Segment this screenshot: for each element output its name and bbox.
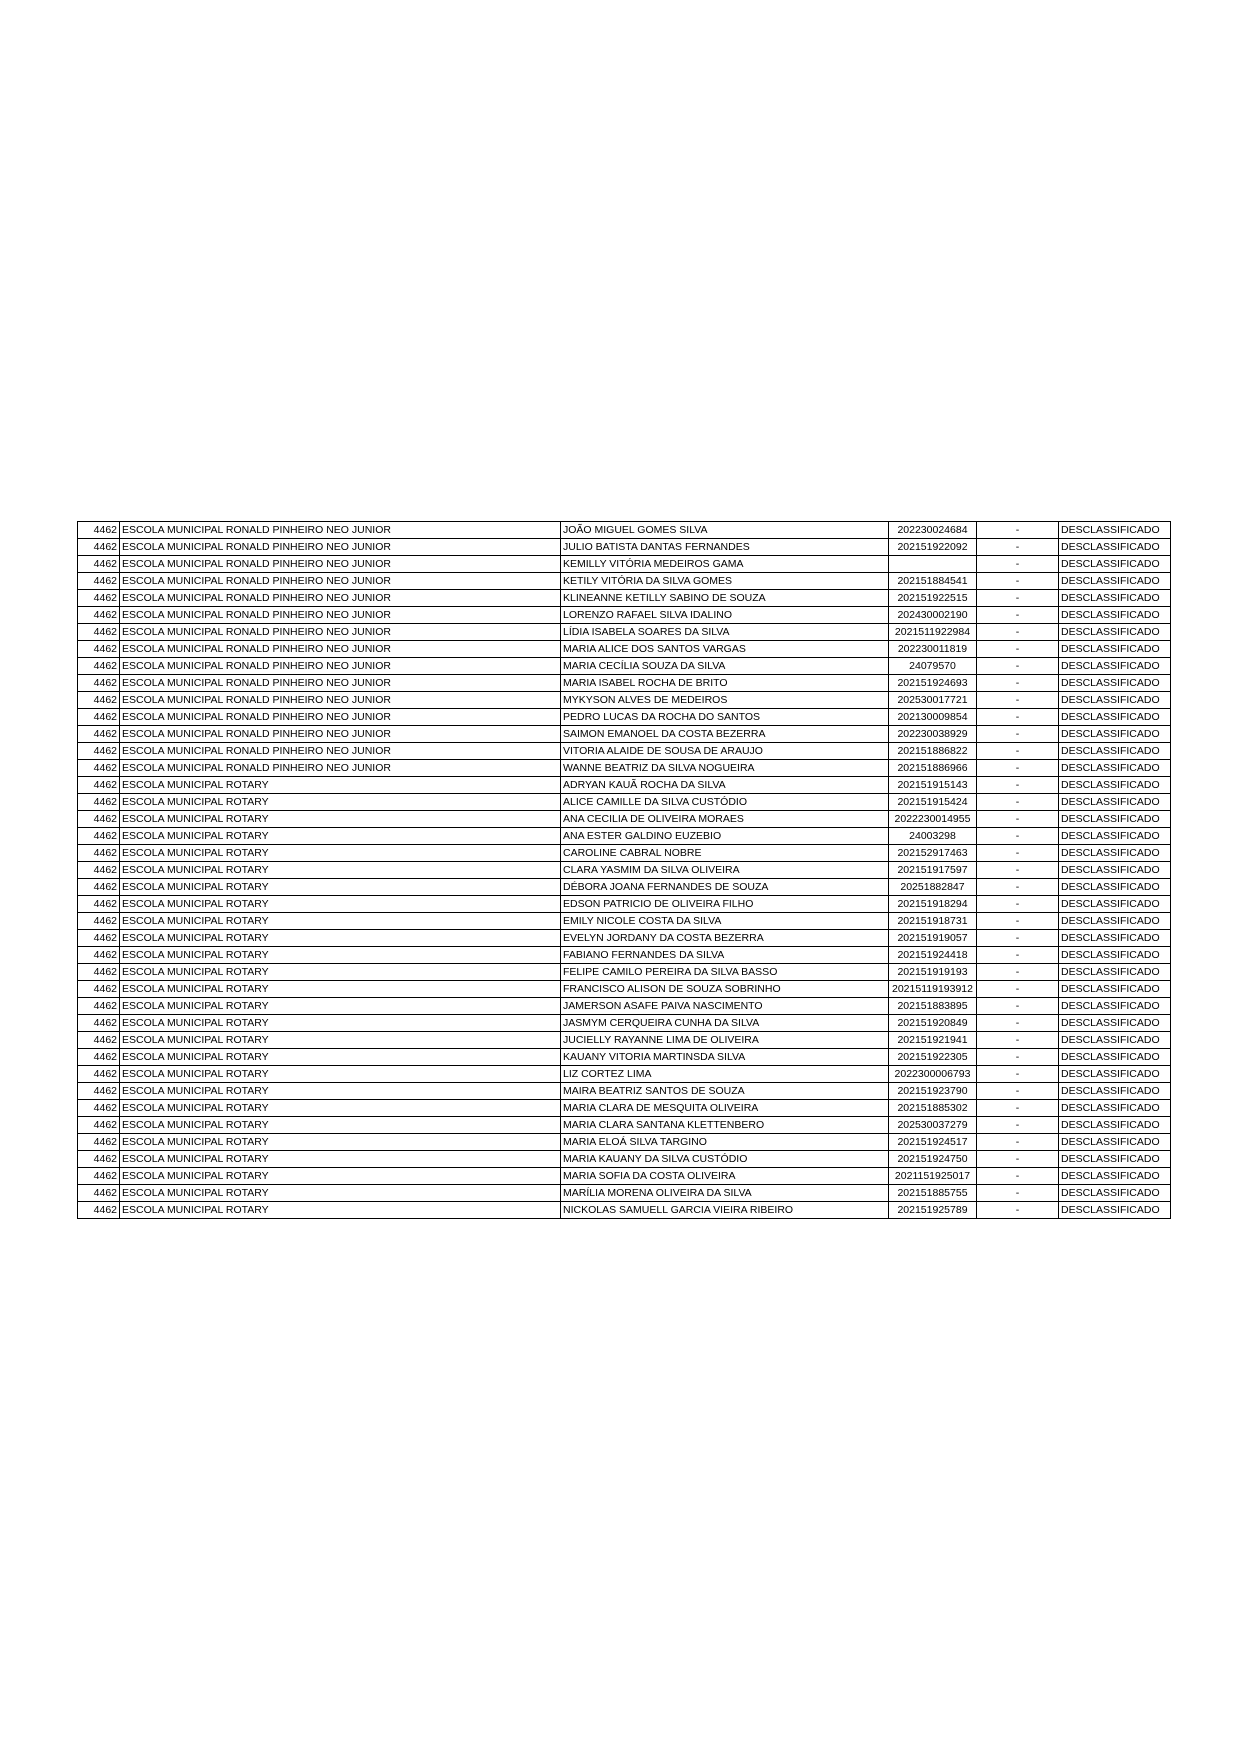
score-cell: - — [977, 981, 1059, 998]
score-cell: - — [977, 811, 1059, 828]
school-name-cell: ESCOLA MUNICIPAL ROTARY — [120, 913, 561, 930]
status-cell: DESCLASSIFICADO — [1059, 1066, 1171, 1083]
registration-id-cell: 202151915424 — [889, 794, 977, 811]
score-cell: - — [977, 1134, 1059, 1151]
school-code-cell: 4462 — [78, 964, 120, 981]
school-name-cell: ESCOLA MUNICIPAL RONALD PINHEIRO NEO JUNIOR — [120, 641, 561, 658]
school-code-cell: 4462 — [78, 896, 120, 913]
school-code-cell: 4462 — [78, 624, 120, 641]
student-name-cell: KETILY VITÓRIA DA SILVA GOMES — [561, 573, 889, 590]
registration-id-cell: 202151921941 — [889, 1032, 977, 1049]
student-name-cell: MARIA CLARA SANTANA KLETTENBERO — [561, 1117, 889, 1134]
status-cell: DESCLASSIFICADO — [1059, 1100, 1171, 1117]
school-name-cell: ESCOLA MUNICIPAL ROTARY — [120, 1168, 561, 1185]
student-name-cell: EVELYN JORDANY DA COSTA BEZERRA — [561, 930, 889, 947]
school-name-cell: ESCOLA MUNICIPAL RONALD PINHEIRO NEO JUNIOR — [120, 556, 561, 573]
score-cell: - — [977, 675, 1059, 692]
student-name-cell: WANNE BEATRIZ DA SILVA NOGUEIRA — [561, 760, 889, 777]
score-cell: - — [977, 607, 1059, 624]
status-cell: DESCLASSIFICADO — [1059, 709, 1171, 726]
status-cell: DESCLASSIFICADO — [1059, 539, 1171, 556]
student-name-cell: JOÃO MIGUEL GOMES SILVA — [561, 522, 889, 539]
school-code-cell: 4462 — [78, 743, 120, 760]
table-row — [78, 998, 1171, 1015]
registration-id-cell: 202151883895 — [889, 998, 977, 1015]
school-code-cell: 4462 — [78, 998, 120, 1015]
student-name-cell: CLARA YASMIM DA SILVA OLIVEIRA — [561, 862, 889, 879]
table-row — [78, 1049, 1171, 1066]
school-name-cell: ESCOLA MUNICIPAL RONALD PINHEIRO NEO JUNIOR — [120, 709, 561, 726]
registration-id-cell: 202151922515 — [889, 590, 977, 607]
registration-id-cell: 202151924693 — [889, 675, 977, 692]
school-code-cell: 4462 — [78, 522, 120, 539]
school-code-cell: 4462 — [78, 556, 120, 573]
table-row — [78, 1134, 1171, 1151]
school-name-cell: ESCOLA MUNICIPAL ROTARY — [120, 998, 561, 1015]
registration-id-cell: 2022230014955 — [889, 811, 977, 828]
status-cell: DESCLASSIFICADO — [1059, 1083, 1171, 1100]
score-cell: - — [977, 624, 1059, 641]
registration-id-cell: 202151923790 — [889, 1083, 977, 1100]
school-code-cell: 4462 — [78, 947, 120, 964]
registration-id-cell: 202530017721 — [889, 692, 977, 709]
table-row — [78, 1168, 1171, 1185]
status-cell: DESCLASSIFICADO — [1059, 624, 1171, 641]
table-row — [78, 930, 1171, 947]
school-code-cell: 4462 — [78, 777, 120, 794]
score-cell: - — [977, 556, 1059, 573]
score-cell: - — [977, 1049, 1059, 1066]
score-cell: - — [977, 641, 1059, 658]
score-cell: - — [977, 998, 1059, 1015]
school-name-cell: ESCOLA MUNICIPAL RONALD PINHEIRO NEO JUNIOR — [120, 590, 561, 607]
student-name-cell: KLINEANNE KETILLY SABINO DE SOUZA — [561, 590, 889, 607]
student-name-cell: CAROLINE CABRAL NOBRE — [561, 845, 889, 862]
table-row — [78, 675, 1171, 692]
school-name-cell: ESCOLA MUNICIPAL ROTARY — [120, 1066, 561, 1083]
status-cell: DESCLASSIFICADO — [1059, 862, 1171, 879]
registration-id-cell — [889, 556, 977, 573]
table-row — [78, 947, 1171, 964]
table-row — [78, 1202, 1171, 1219]
table-row — [78, 607, 1171, 624]
score-cell: - — [977, 1185, 1059, 1202]
registration-id-cell: 202430002190 — [889, 607, 977, 624]
score-cell: - — [977, 777, 1059, 794]
registration-id-cell: 202230024684 — [889, 522, 977, 539]
school-name-cell: ESCOLA MUNICIPAL RONALD PINHEIRO NEO JUNIOR — [120, 573, 561, 590]
school-code-cell: 4462 — [78, 590, 120, 607]
student-name-cell: MARIA ISABEL ROCHA DE BRITO — [561, 675, 889, 692]
registration-id-cell: 2022300006793 — [889, 1066, 977, 1083]
registration-id-cell: 202151922092 — [889, 539, 977, 556]
score-cell: - — [977, 947, 1059, 964]
school-code-cell: 4462 — [78, 811, 120, 828]
table-row — [78, 556, 1171, 573]
status-cell: DESCLASSIFICADO — [1059, 760, 1171, 777]
school-name-cell: ESCOLA MUNICIPAL ROTARY — [120, 828, 561, 845]
school-code-cell: 4462 — [78, 692, 120, 709]
table-row — [78, 828, 1171, 845]
score-cell: - — [977, 845, 1059, 862]
table-row — [78, 726, 1171, 743]
school-name-cell: ESCOLA MUNICIPAL RONALD PINHEIRO NEO JUNIOR — [120, 522, 561, 539]
table-row — [78, 981, 1171, 998]
registration-id-cell: 202152917463 — [889, 845, 977, 862]
status-cell: DESCLASSIFICADO — [1059, 1117, 1171, 1134]
score-cell: - — [977, 539, 1059, 556]
registration-id-cell: 202151918731 — [889, 913, 977, 930]
school-code-cell: 4462 — [78, 862, 120, 879]
school-name-cell: ESCOLA MUNICIPAL ROTARY — [120, 1032, 561, 1049]
status-cell: DESCLASSIFICADO — [1059, 777, 1171, 794]
school-code-cell: 4462 — [78, 794, 120, 811]
school-code-cell: 4462 — [78, 1117, 120, 1134]
table-row — [78, 896, 1171, 913]
school-name-cell: ESCOLA MUNICIPAL RONALD PINHEIRO NEO JUNIOR — [120, 760, 561, 777]
school-name-cell: ESCOLA MUNICIPAL ROTARY — [120, 1151, 561, 1168]
student-name-cell: LÍDIA ISABELA SOARES DA SILVA — [561, 624, 889, 641]
registration-id-cell: 24079570 — [889, 658, 977, 675]
student-name-cell: EMILY NICOLE COSTA DA SILVA — [561, 913, 889, 930]
school-name-cell: ESCOLA MUNICIPAL ROTARY — [120, 1100, 561, 1117]
registration-id-cell: 202151924418 — [889, 947, 977, 964]
table-row — [78, 539, 1171, 556]
status-cell: DESCLASSIFICADO — [1059, 998, 1171, 1015]
table-row — [78, 641, 1171, 658]
table-row — [78, 845, 1171, 862]
school-code-cell: 4462 — [78, 1151, 120, 1168]
table-row — [78, 692, 1171, 709]
registration-id-cell: 20215119193912 — [889, 981, 977, 998]
table-row — [78, 879, 1171, 896]
status-cell: DESCLASSIFICADO — [1059, 828, 1171, 845]
score-cell: - — [977, 743, 1059, 760]
school-name-cell: ESCOLA MUNICIPAL ROTARY — [120, 794, 561, 811]
student-name-cell: MYKYSON ALVES DE MEDEIROS — [561, 692, 889, 709]
score-cell: - — [977, 522, 1059, 539]
table-row — [78, 760, 1171, 777]
score-cell: - — [977, 828, 1059, 845]
score-cell: - — [977, 794, 1059, 811]
registration-id-cell: 2021151925017 — [889, 1168, 977, 1185]
registration-id-cell: 24003298 — [889, 828, 977, 845]
status-cell: DESCLASSIFICADO — [1059, 726, 1171, 743]
school-code-cell: 4462 — [78, 828, 120, 845]
school-name-cell: ESCOLA MUNICIPAL RONALD PINHEIRO NEO JUNIOR — [120, 675, 561, 692]
status-cell: DESCLASSIFICADO — [1059, 947, 1171, 964]
table-row — [78, 1100, 1171, 1117]
table-row — [78, 862, 1171, 879]
registration-id-cell: 2021511922984 — [889, 624, 977, 641]
registration-id-cell: 202230011819 — [889, 641, 977, 658]
score-cell: - — [977, 709, 1059, 726]
table-row — [78, 1083, 1171, 1100]
table-row — [78, 522, 1171, 539]
school-name-cell: ESCOLA MUNICIPAL ROTARY — [120, 964, 561, 981]
school-name-cell: ESCOLA MUNICIPAL RONALD PINHEIRO NEO JUNIOR — [120, 607, 561, 624]
table-row — [78, 1066, 1171, 1083]
student-name-cell: LIZ CORTEZ LIMA — [561, 1066, 889, 1083]
school-name-cell: ESCOLA MUNICIPAL ROTARY — [120, 1117, 561, 1134]
status-cell: DESCLASSIFICADO — [1059, 1185, 1171, 1202]
registration-id-cell: 202151915143 — [889, 777, 977, 794]
student-name-cell: KAUANY VITORIA MARTINSDA SILVA — [561, 1049, 889, 1066]
student-name-cell: MARIA ELOÁ SILVA TARGINO — [561, 1134, 889, 1151]
status-cell: DESCLASSIFICADO — [1059, 573, 1171, 590]
school-code-cell: 4462 — [78, 930, 120, 947]
registration-id-cell: 202151924750 — [889, 1151, 977, 1168]
school-name-cell: ESCOLA MUNICIPAL ROTARY — [120, 862, 561, 879]
school-name-cell: ESCOLA MUNICIPAL ROTARY — [120, 947, 561, 964]
registration-id-cell: 202151922305 — [889, 1049, 977, 1066]
status-cell: DESCLASSIFICADO — [1059, 1134, 1171, 1151]
student-name-cell: JUCIELLY RAYANNE LIMA DE OLIVEIRA — [561, 1032, 889, 1049]
student-name-cell: NICKOLAS SAMUELL GARCIA VIEIRA RIBEIRO — [561, 1202, 889, 1219]
table-row — [78, 1185, 1171, 1202]
score-cell: - — [977, 862, 1059, 879]
student-name-cell: SAIMON EMANOEL DA COSTA BEZERRA — [561, 726, 889, 743]
student-name-cell: EDSON PATRICIO DE OLIVEIRA FILHO — [561, 896, 889, 913]
student-name-cell: FABIANO FERNANDES DA SILVA — [561, 947, 889, 964]
school-code-cell: 4462 — [78, 845, 120, 862]
table-row — [78, 624, 1171, 641]
school-code-cell: 4462 — [78, 1083, 120, 1100]
status-cell: DESCLASSIFICADO — [1059, 1202, 1171, 1219]
school-name-cell: ESCOLA MUNICIPAL ROTARY — [120, 879, 561, 896]
registration-id-cell: 202151919193 — [889, 964, 977, 981]
school-code-cell: 4462 — [78, 607, 120, 624]
school-code-cell: 4462 — [78, 760, 120, 777]
school-name-cell: ESCOLA MUNICIPAL ROTARY — [120, 1083, 561, 1100]
registration-id-cell: 202151886966 — [889, 760, 977, 777]
registration-id-cell: 202151920849 — [889, 1015, 977, 1032]
results-table — [77, 521, 1171, 1219]
school-code-cell: 4462 — [78, 1066, 120, 1083]
status-cell: DESCLASSIFICADO — [1059, 1168, 1171, 1185]
school-name-cell: ESCOLA MUNICIPAL ROTARY — [120, 1185, 561, 1202]
school-name-cell: ESCOLA MUNICIPAL ROTARY — [120, 1134, 561, 1151]
results-table-body — [78, 522, 1171, 1219]
score-cell: - — [977, 760, 1059, 777]
school-name-cell: ESCOLA MUNICIPAL ROTARY — [120, 777, 561, 794]
student-name-cell: MARIA KAUANY DA SILVA CUSTÓDIO — [561, 1151, 889, 1168]
score-cell: - — [977, 1100, 1059, 1117]
student-name-cell: FELIPE CAMILO PEREIRA DA SILVA BASSO — [561, 964, 889, 981]
status-cell: DESCLASSIFICADO — [1059, 1151, 1171, 1168]
school-code-cell: 4462 — [78, 981, 120, 998]
school-code-cell: 4462 — [78, 1202, 120, 1219]
student-name-cell: ALICE CAMILLE DA SILVA CUSTÓDIO — [561, 794, 889, 811]
student-name-cell: JASMYM CERQUEIRA CUNHA DA SILVA — [561, 1015, 889, 1032]
school-name-cell: ESCOLA MUNICIPAL ROTARY — [120, 930, 561, 947]
status-cell: DESCLASSIFICADO — [1059, 522, 1171, 539]
student-name-cell: ANA CECILIA DE OLIVEIRA MORAES — [561, 811, 889, 828]
table-row — [78, 964, 1171, 981]
school-code-cell: 4462 — [78, 658, 120, 675]
school-code-cell: 4462 — [78, 1185, 120, 1202]
table-row — [78, 709, 1171, 726]
score-cell: - — [977, 573, 1059, 590]
registration-id-cell: 202130009854 — [889, 709, 977, 726]
score-cell: - — [977, 1168, 1059, 1185]
registration-id-cell: 202151884541 — [889, 573, 977, 590]
school-code-cell: 4462 — [78, 675, 120, 692]
score-cell: - — [977, 1202, 1059, 1219]
registration-id-cell: 202151924517 — [889, 1134, 977, 1151]
status-cell: DESCLASSIFICADO — [1059, 675, 1171, 692]
school-code-cell: 4462 — [78, 709, 120, 726]
status-cell: DESCLASSIFICADO — [1059, 964, 1171, 981]
school-name-cell: ESCOLA MUNICIPAL ROTARY — [120, 845, 561, 862]
student-name-cell: LORENZO RAFAEL SILVA IDALINO — [561, 607, 889, 624]
student-name-cell: MAIRA BEATRIZ SANTOS DE SOUZA — [561, 1083, 889, 1100]
status-cell: DESCLASSIFICADO — [1059, 930, 1171, 947]
status-cell: DESCLASSIFICADO — [1059, 1015, 1171, 1032]
registration-id-cell: 202151885302 — [889, 1100, 977, 1117]
school-name-cell: ESCOLA MUNICIPAL RONALD PINHEIRO NEO JUNIOR — [120, 658, 561, 675]
student-name-cell: MARÍLIA MORENA OLIVEIRA DA SILVA — [561, 1185, 889, 1202]
school-name-cell: ESCOLA MUNICIPAL ROTARY — [120, 1202, 561, 1219]
status-cell: DESCLASSIFICADO — [1059, 658, 1171, 675]
table-row — [78, 573, 1171, 590]
school-code-cell: 4462 — [78, 1032, 120, 1049]
status-cell: DESCLASSIFICADO — [1059, 743, 1171, 760]
student-name-cell: KEMILLY VITÓRIA MEDEIROS GAMA — [561, 556, 889, 573]
school-code-cell: 4462 — [78, 573, 120, 590]
table-row — [78, 1015, 1171, 1032]
score-cell: - — [977, 1015, 1059, 1032]
registration-id-cell: 202151886822 — [889, 743, 977, 760]
score-cell: - — [977, 1032, 1059, 1049]
registration-id-cell: 202530037279 — [889, 1117, 977, 1134]
school-code-cell: 4462 — [78, 1049, 120, 1066]
table-row — [78, 658, 1171, 675]
registration-id-cell: 202151917597 — [889, 862, 977, 879]
score-cell: - — [977, 930, 1059, 947]
score-cell: - — [977, 1066, 1059, 1083]
status-cell: DESCLASSIFICADO — [1059, 879, 1171, 896]
table-row — [78, 913, 1171, 930]
status-cell: DESCLASSIFICADO — [1059, 811, 1171, 828]
registration-id-cell: 202230038929 — [889, 726, 977, 743]
score-cell: - — [977, 896, 1059, 913]
status-cell: DESCLASSIFICADO — [1059, 1049, 1171, 1066]
school-code-cell: 4462 — [78, 641, 120, 658]
school-name-cell: ESCOLA MUNICIPAL ROTARY — [120, 811, 561, 828]
table-row — [78, 1117, 1171, 1134]
status-cell: DESCLASSIFICADO — [1059, 845, 1171, 862]
school-code-cell: 4462 — [78, 1100, 120, 1117]
school-name-cell: ESCOLA MUNICIPAL ROTARY — [120, 896, 561, 913]
status-cell: DESCLASSIFICADO — [1059, 794, 1171, 811]
student-name-cell: DÉBORA JOANA FERNANDES DE SOUZA — [561, 879, 889, 896]
school-name-cell: ESCOLA MUNICIPAL RONALD PINHEIRO NEO JUNIOR — [120, 539, 561, 556]
status-cell: DESCLASSIFICADO — [1059, 607, 1171, 624]
student-name-cell: JAMERSON ASAFE PAIVA NASCIMENTO — [561, 998, 889, 1015]
score-cell: - — [977, 590, 1059, 607]
school-name-cell: ESCOLA MUNICIPAL RONALD PINHEIRO NEO JUNIOR — [120, 624, 561, 641]
status-cell: DESCLASSIFICADO — [1059, 556, 1171, 573]
table-row — [78, 777, 1171, 794]
student-name-cell: VITORIA ALAIDE DE SOUSA DE ARAUJO — [561, 743, 889, 760]
school-code-cell: 4462 — [78, 726, 120, 743]
table-row — [78, 794, 1171, 811]
student-name-cell: MARIA CECÍLIA SOUZA DA SILVA — [561, 658, 889, 675]
status-cell: DESCLASSIFICADO — [1059, 641, 1171, 658]
status-cell: DESCLASSIFICADO — [1059, 913, 1171, 930]
school-name-cell: ESCOLA MUNICIPAL RONALD PINHEIRO NEO JUNIOR — [120, 726, 561, 743]
score-cell: - — [977, 658, 1059, 675]
school-name-cell: ESCOLA MUNICIPAL ROTARY — [120, 1049, 561, 1066]
school-name-cell: ESCOLA MUNICIPAL ROTARY — [120, 981, 561, 998]
table-row — [78, 590, 1171, 607]
registration-id-cell: 202151925789 — [889, 1202, 977, 1219]
school-code-cell: 4462 — [78, 1134, 120, 1151]
student-name-cell: ADRYAN KAUÃ ROCHA DA SILVA — [561, 777, 889, 794]
status-cell: DESCLASSIFICADO — [1059, 1032, 1171, 1049]
registration-id-cell: 20251882847 — [889, 879, 977, 896]
school-code-cell: 4462 — [78, 539, 120, 556]
status-cell: DESCLASSIFICADO — [1059, 692, 1171, 709]
table-row — [78, 743, 1171, 760]
school-name-cell: ESCOLA MUNICIPAL RONALD PINHEIRO NEO JUNIOR — [120, 743, 561, 760]
score-cell: - — [977, 726, 1059, 743]
school-code-cell: 4462 — [78, 879, 120, 896]
student-name-cell: FRANCISCO ALISON DE SOUZA SOBRINHO — [561, 981, 889, 998]
school-code-cell: 4462 — [78, 913, 120, 930]
student-name-cell: MARIA CLARA DE MESQUITA OLIVEIRA — [561, 1100, 889, 1117]
score-cell: - — [977, 692, 1059, 709]
score-cell: - — [977, 964, 1059, 981]
status-cell: DESCLASSIFICADO — [1059, 590, 1171, 607]
student-name-cell: MARIA ALICE DOS SANTOS VARGAS — [561, 641, 889, 658]
school-code-cell: 4462 — [78, 1168, 120, 1185]
student-name-cell: ANA ESTER GALDINO EUZEBIO — [561, 828, 889, 845]
student-name-cell: JULIO BATISTA DANTAS FERNANDES — [561, 539, 889, 556]
school-name-cell: ESCOLA MUNICIPAL ROTARY — [120, 1015, 561, 1032]
registration-id-cell: 202151918294 — [889, 896, 977, 913]
registration-id-cell: 202151885755 — [889, 1185, 977, 1202]
registration-id-cell: 202151919057 — [889, 930, 977, 947]
student-name-cell: PEDRO LUCAS DA ROCHA DO SANTOS — [561, 709, 889, 726]
score-cell: - — [977, 1151, 1059, 1168]
school-code-cell: 4462 — [78, 1015, 120, 1032]
school-name-cell: ESCOLA MUNICIPAL RONALD PINHEIRO NEO JUNIOR — [120, 692, 561, 709]
table-row — [78, 1032, 1171, 1049]
status-cell: DESCLASSIFICADO — [1059, 981, 1171, 998]
score-cell: - — [977, 913, 1059, 930]
student-name-cell: MARIA SOFIA DA COSTA OLIVEIRA — [561, 1168, 889, 1185]
score-cell: - — [977, 1117, 1059, 1134]
table-row — [78, 1151, 1171, 1168]
table-row — [78, 811, 1171, 828]
score-cell: - — [977, 879, 1059, 896]
score-cell: - — [977, 1083, 1059, 1100]
status-cell: DESCLASSIFICADO — [1059, 896, 1171, 913]
